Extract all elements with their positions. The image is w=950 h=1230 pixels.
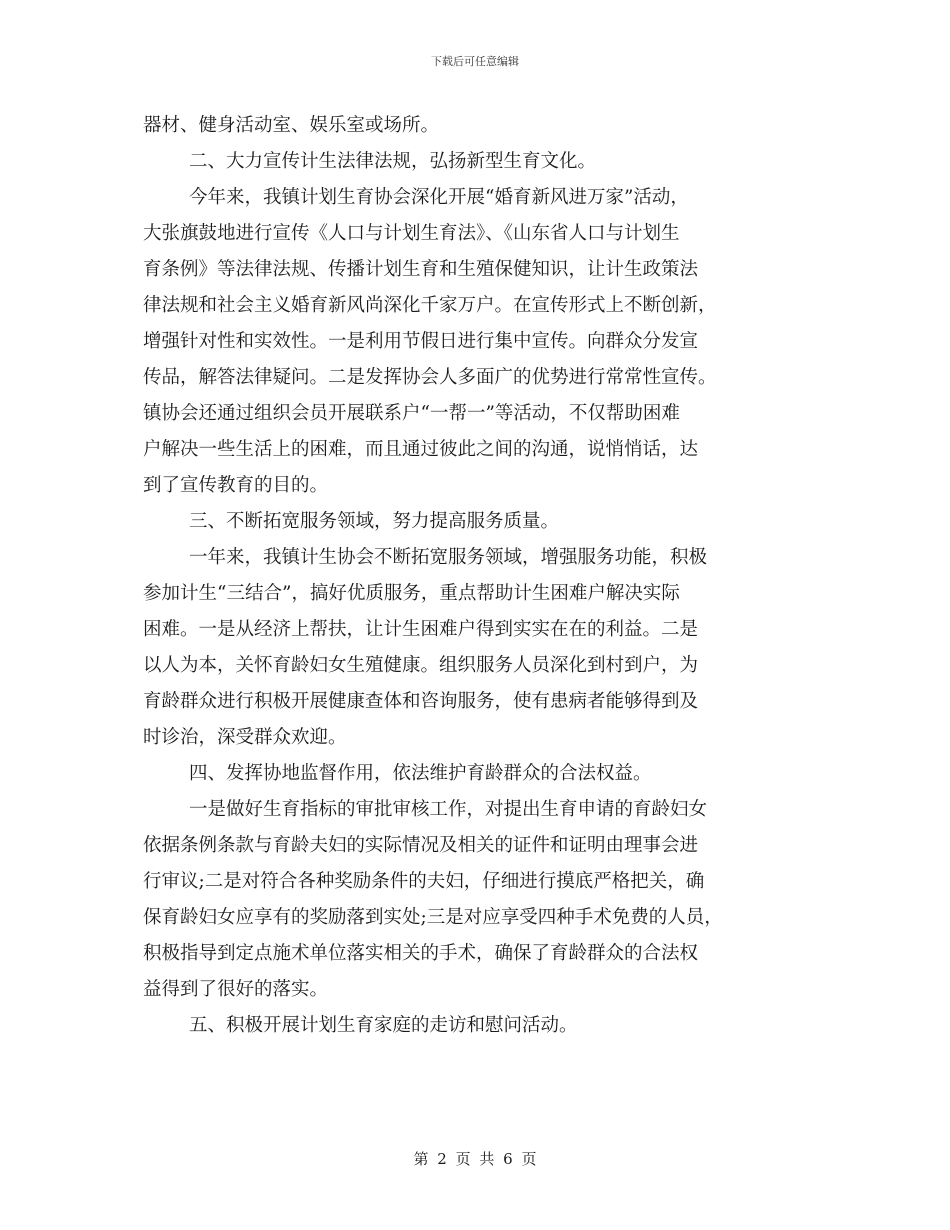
text-line: 三、不断拓宽服务领域，努力提高服务质量。 [189, 511, 560, 532]
text-line: 户解决一些生活上的困难，而且通过彼此之间的沟通，说悄悄话，达 [143, 439, 699, 460]
text-line: 参加计生“三结合”，搞好优质服务，重点帮助计生困难户解决实际 [143, 583, 680, 604]
text-line: 律法规和社会主义婚育新风尚深化千家万户。在宣传形式上不断创新， [143, 295, 717, 316]
text-line: 五、积极开展计划生育家庭的走访和慰问活动。 [189, 1015, 578, 1036]
text-line: 积极指导到定点施术单位落实相关的手术，确保了育龄群众的合法权 [143, 943, 699, 964]
text-line: 到了宣传教育的目的。 [143, 475, 329, 496]
page-header-note: 下载后可任意编辑 [431, 55, 519, 68]
text-line: 大张旗鼓地进行宣传《人口与计划生育法》、《山东省人口与计划生 [143, 223, 680, 244]
text-line: 时诊治，深受群众欢迎。 [143, 727, 347, 748]
text-line: 今年来，我镇计划生育协会深化开展“婚育新风进万家”活动， [189, 187, 689, 208]
text-line: 以人为本，关怀育龄妇女生殖健康。组织服务人员深化到村到户，为 [143, 655, 699, 676]
page-number: 第 2 页 共 6 页 [413, 1150, 537, 1168]
text-line: 依据条例条款与育龄夫妇的实际情况及相关的证件和证明由理事会进 [143, 835, 699, 856]
text-line: 传品，解答法律疑问。二是发挥协会人多面广的优势进行常常性宣传。 [143, 367, 717, 388]
text-line: 行审议;二是对符合各种奖励条件的夫妇，仔细进行摸底严格把关，确 [143, 871, 705, 892]
text-line: 育条例》等法律法规、传播计划生育和生殖保健知识，让计生政策法 [143, 259, 699, 280]
text-line: 镇协会还通过组织会员开展联系户“一帮一”等活动，不仅帮助困难 [143, 403, 680, 424]
text-line: 益得到了很好的落实。 [143, 979, 329, 1000]
text-line: 二、大力宣传计生法律法规，弘扬新型生育文化。 [189, 151, 597, 172]
text-line: 器材、健身活动室、娱乐室或场所。 [143, 115, 440, 136]
text-line: 一年来，我镇计生协会不断拓宽服务领域，增强服务功能，积极 [189, 547, 708, 568]
document-body [143, 108, 813, 1044]
text-line: 保育龄妇女应享有的奖励落到实处;三是对应享受四种手术免费的人员， [143, 907, 723, 928]
text-line: 增强针对性和实效性。一是利用节假日进行集中宣传。向群众分发宣 [143, 331, 699, 352]
text-line: 困难。一是从经济上帮扶，让计生困难户得到实实在在的利益。二是 [143, 619, 699, 640]
text-line: 育龄群众进行积极开展健康查体和咨询服务，使有患病者能够得到及 [143, 691, 699, 712]
text-line: 一是做好生育指标的审批审核工作，对提出生育申请的育龄妇女 [189, 799, 708, 820]
text-line: 四、发挥协地监督作用，依法维护育龄群众的合法权益。 [189, 763, 652, 784]
